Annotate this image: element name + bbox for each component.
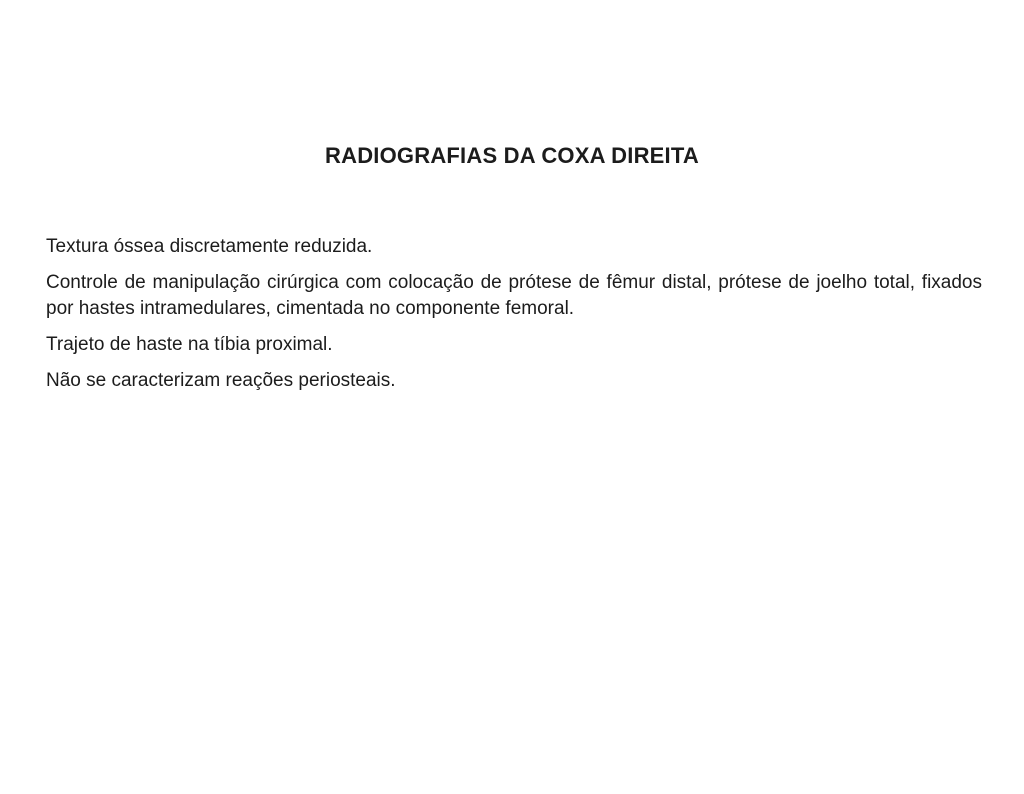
document-title: RADIOGRAFIAS DA COXA DIREITA bbox=[325, 143, 699, 168]
paragraph-bone-texture: Textura óssea discretamente reduzida. bbox=[46, 236, 373, 257]
document-body bbox=[46, 234, 982, 394]
paragraph-periosteal: Não se caracterizam reações periosteais. bbox=[46, 370, 396, 391]
paragraph-tibia-rod: Trajeto de haste na tíbia proximal. bbox=[46, 334, 333, 355]
paragraph-surgical-control: Controle de manipulação cirúrgica com colocação de prótese de fêmur distal, prótese de joelho total, fixados por hastes intramedulares, cimentada no componente femoral. bbox=[46, 272, 982, 319]
